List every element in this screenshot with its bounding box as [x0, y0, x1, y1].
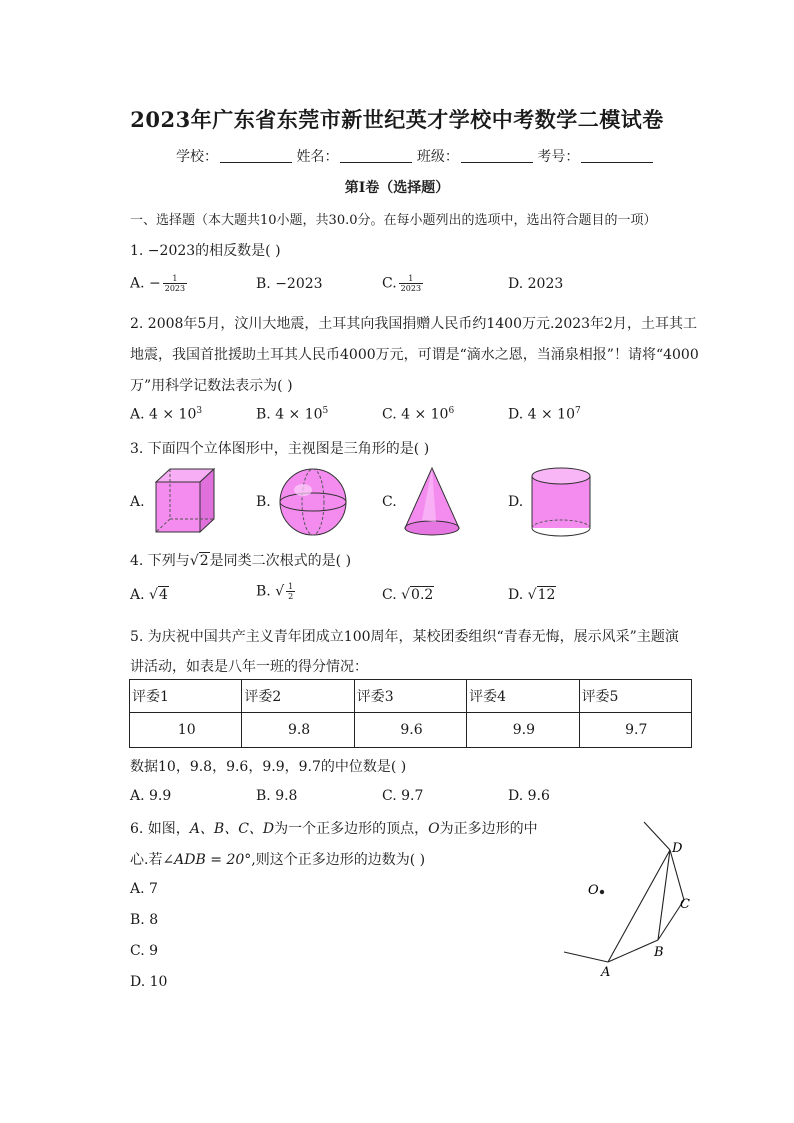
name-label: 姓名：	[296, 149, 339, 165]
q2-b-exponent: 5	[322, 406, 329, 416]
q4-b-fraction	[286, 582, 295, 601]
q6-option-b: B. 8	[130, 912, 159, 928]
q1-option-d: D. 2023	[508, 276, 564, 292]
center-point	[600, 890, 604, 894]
q3-option-b-label: B.	[256, 494, 271, 510]
q2-a-exponent: 3	[196, 406, 203, 416]
q4-option-a	[130, 587, 169, 603]
q4-stem	[130, 550, 351, 570]
q4-c-label: C.	[382, 587, 397, 603]
q6-line1-center: O	[428, 821, 440, 837]
q6-line1-vertices: A、B、C、D	[189, 821, 275, 837]
q6-line2-pre: 心.若	[130, 852, 163, 868]
q2-line3: 万”用科学记数法表示为( )	[130, 378, 293, 394]
label-c: C	[680, 897, 690, 912]
table-cell: 9.7	[579, 713, 691, 748]
score-table	[129, 679, 692, 748]
q5-line2: 讲活动，如表是八年一班的得分情况：	[130, 659, 368, 675]
page-title: 2023年广东省东莞市新世纪英才学校中考数学二模试卷	[130, 107, 664, 132]
q1-option-c	[382, 274, 423, 293]
q1-option-b: B. −2023	[256, 276, 323, 292]
label-b: B	[654, 945, 664, 960]
q1-a-fraction	[163, 274, 187, 293]
table-header-cell: 评委4	[467, 680, 579, 713]
q5-line1: 5. 为庆祝中国共产主义青年团成立100周年，某校团委组织“青春无悔，展示风采”主题演	[130, 629, 679, 645]
q6-line1-pre: 6. 如图，	[130, 821, 190, 837]
label-o: O	[588, 883, 599, 898]
q4-stem-post: 是同类二次根式的是( )	[209, 553, 352, 569]
part-heading: 第Ⅰ卷（选择题）	[344, 180, 450, 196]
q1-a-sign: −	[149, 275, 161, 292]
q4-a-radicand: 4	[158, 587, 168, 603]
q4-b-label: B.	[256, 583, 271, 600]
polygon-figure	[556, 816, 706, 986]
q2-c-exponent: 6	[448, 406, 455, 416]
q1-c-numerator: 1	[399, 274, 423, 284]
q1-c-fraction	[399, 274, 423, 293]
q4-b-denominator: 2	[288, 592, 294, 601]
class-label: 班级：	[416, 149, 459, 165]
q2-option-d	[508, 406, 581, 423]
q1-c-label: C.	[382, 275, 397, 292]
q2-d-exponent: 7	[574, 406, 581, 416]
cylinder-figure	[528, 464, 594, 540]
q6-line1	[130, 818, 538, 838]
q4-c-radical: √0.2	[401, 587, 434, 603]
q4-a-radical: √4	[149, 587, 168, 603]
q3-stem: 3. 下面四个立体图形中，主视图是三角形的是( )	[130, 441, 430, 457]
q4-option-d	[508, 587, 556, 603]
q3-option-d-label: D.	[508, 494, 524, 510]
q1-a-denominator: 2023	[164, 284, 186, 293]
table-header-cell: 评委5	[579, 680, 691, 713]
q6-line1-mid: 为一个正多边形的顶点，	[274, 821, 429, 837]
table-cell: 9.8	[242, 713, 354, 748]
q6-option-a: A. 7	[130, 881, 158, 897]
school-blank	[220, 148, 292, 163]
q4-stem-radicand: 2	[199, 553, 209, 569]
q2-b-base: B. 4 × 10	[256, 406, 323, 423]
q6-line1-post: 为正多边形的中	[439, 821, 538, 837]
q2-line2: 地震，我国首批援助土耳其人民币4000万元，可谓是“滴水之恩，当涌泉相报”！请将“4000	[130, 347, 699, 363]
table-cell: 9.9	[467, 713, 579, 748]
q2-d-base: D. 4 × 10	[508, 406, 575, 423]
q3-option-c-label: C.	[382, 494, 397, 510]
exam-no-label: 考号：	[537, 149, 580, 165]
q1-c-denominator: 2023	[400, 284, 422, 293]
table-row	[130, 713, 692, 748]
q4-option-c	[382, 587, 434, 603]
q4-d-radical: √12	[527, 587, 556, 603]
table-cell: 10	[130, 713, 242, 748]
q5-option-c: C. 9.7	[382, 788, 424, 804]
q6-option-d: D. 10	[130, 974, 168, 990]
q4-a-label: A.	[130, 587, 145, 603]
q2-a-base: A. 4 × 10	[130, 406, 197, 423]
q4-option-b	[256, 582, 295, 601]
q1-a-label: A.	[130, 275, 145, 292]
q4-b-numerator: 1	[288, 582, 294, 591]
section-heading: 一、选择题（本大题共10小题，共30.0分。在每小题列出的选项中，选出符合题目的一项）	[130, 213, 657, 228]
q1-stem: 1. −2023的相反数是( )	[130, 243, 281, 259]
table-header-cell: 评委1	[130, 680, 242, 713]
q2-line1: 2. 2008年5月，汶川大地震，土耳其向我国捐赠人民币约1400万元.2023年2月，土耳其工	[130, 316, 697, 332]
q5-option-a: A. 9.9	[130, 788, 172, 804]
q2-c-base: C. 4 × 10	[382, 406, 449, 423]
q2-option-c	[382, 406, 454, 423]
cone-figure	[402, 464, 462, 540]
school-label: 学校：	[176, 149, 218, 165]
label-a: A	[601, 965, 611, 980]
q6-line2-angle: ∠ADB = 20°	[162, 852, 252, 868]
table-header-cell: 评委2	[242, 680, 354, 713]
name-blank	[340, 148, 412, 163]
q5-after-table: 数据10，9.8，9.6，9.9，9.7的中位数是( )	[130, 759, 407, 775]
q6-line2-post: ,则这个正多边形的边数为( )	[251, 852, 426, 868]
q5-option-d: D. 9.6	[508, 788, 550, 804]
cube-figure	[148, 466, 222, 538]
q4-d-radicand: 12	[537, 587, 556, 603]
table-header-row	[130, 680, 692, 713]
q2-option-a	[130, 406, 202, 423]
sphere-figure	[277, 466, 349, 538]
exam-no-blank	[581, 148, 653, 163]
q6-option-c: C. 9	[130, 943, 159, 959]
table-header-cell: 评委3	[354, 680, 466, 713]
class-blank	[461, 148, 533, 163]
q4-stem-pre: 4. 下列与	[130, 553, 190, 569]
exam-info-line	[176, 146, 653, 166]
label-d: D	[672, 841, 683, 856]
q2-option-b	[256, 406, 328, 423]
q4-stem-radical: √2	[189, 553, 209, 569]
q1-option-a	[130, 274, 187, 293]
q4-b-radical: √ $\frac{1}{2}$	[275, 582, 294, 601]
table-cell: 9.6	[354, 713, 466, 748]
q6-line2	[130, 849, 425, 869]
q4-d-label: D.	[508, 587, 524, 603]
q5-option-b: B. 9.8	[256, 788, 298, 804]
q3-option-a-label: A.	[130, 494, 145, 510]
q1-a-numerator: 1	[163, 274, 187, 284]
q4-c-radicand: 0.2	[411, 587, 434, 603]
